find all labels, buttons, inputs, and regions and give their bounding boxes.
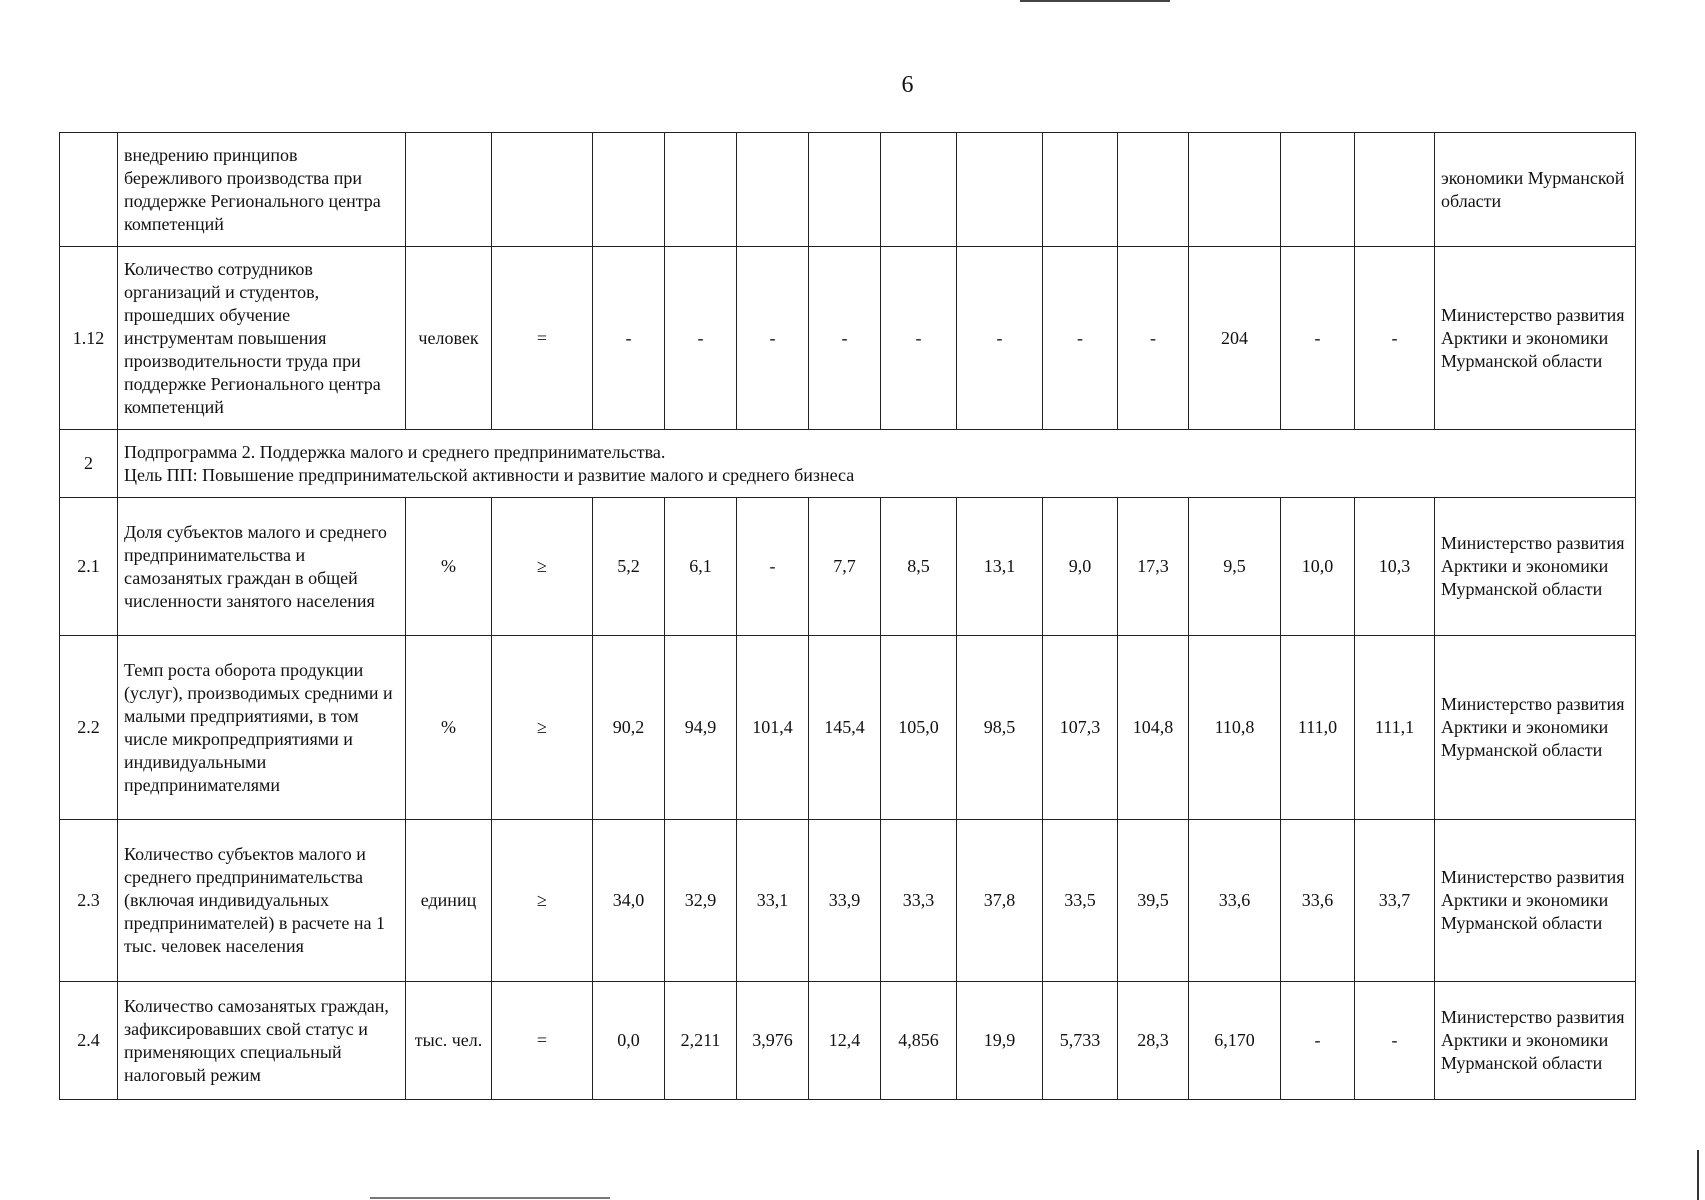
value-cell: 7,7 [809, 498, 881, 636]
value-cell [665, 133, 737, 247]
responsible-cell: Министерство развития Арктики и экономики Мурманской области [1435, 498, 1636, 636]
subprogram-name: Подпрограмма 2. Поддержка малого и среднего предпринимательства. [124, 441, 666, 462]
indicator-name: Темп роста оборота продукции (услуг), производимых средними и малыми предприятиями, в том числе микропредприятиями и индивидуальными предпринимателями [118, 636, 406, 820]
value-cell: 17,3 [1118, 498, 1189, 636]
value-cell: 101,4 [737, 636, 809, 820]
unit-cell: человек [406, 247, 492, 430]
value-cell: 33,5 [1043, 820, 1118, 982]
indicator-name: Количество самозанятых граждан, зафиксировавших свой статус и применяющих специальный налоговый режим [118, 982, 406, 1100]
value-cell: 204 [1189, 247, 1281, 430]
value-cell: 33,9 [809, 820, 881, 982]
row-number: 2.2 [60, 636, 118, 820]
subprogram-title [118, 430, 1636, 498]
table-body [60, 133, 1636, 1100]
indicator-name: Количество субъектов малого и среднего предпринимательства (включая индивидуальных предпринимателей) в расчете на 1 тыс. человек населения [118, 820, 406, 982]
value-cell: - [1281, 982, 1355, 1100]
trend-cell [492, 820, 593, 982]
value-cell [881, 133, 957, 247]
table-row [60, 133, 1636, 247]
value-cell: 8,5 [881, 498, 957, 636]
unit-cell: единиц [406, 820, 492, 982]
value-cell: 2,211 [665, 982, 737, 1100]
value-cell: 28,3 [1118, 982, 1189, 1100]
value-cell: 10,3 [1355, 498, 1435, 636]
value-cell: - [881, 247, 957, 430]
trend-cell [492, 982, 593, 1100]
value-cell: 111,1 [1355, 636, 1435, 820]
value-cell [1118, 133, 1189, 247]
unit-cell: % [406, 636, 492, 820]
subprogram-row [60, 430, 1636, 498]
value-cell: - [1043, 247, 1118, 430]
scan-artifact-top [1020, 0, 1170, 2]
value-cell: - [1355, 982, 1435, 1100]
trend-sign: ≥ [537, 556, 547, 576]
value-cell: 12,4 [809, 982, 881, 1100]
trend-sign: = [536, 1030, 548, 1050]
unit-cell: % [406, 498, 492, 636]
value-cell [737, 133, 809, 247]
value-cell: 6,1 [665, 498, 737, 636]
value-cell: 90,2 [593, 636, 665, 820]
indicators-table [59, 132, 1636, 1100]
trend-cell [492, 247, 593, 430]
value-cell: 94,9 [665, 636, 737, 820]
indicator-name: внедрению принципов бережливого производства при поддержке Регионального центра компетенций [118, 133, 406, 247]
value-cell: 33,1 [737, 820, 809, 982]
table-row [60, 982, 1636, 1100]
value-cell: - [737, 498, 809, 636]
value-cell: - [1281, 247, 1355, 430]
value-cell: 9,5 [1189, 498, 1281, 636]
value-cell: 6,170 [1189, 982, 1281, 1100]
responsible-cell: экономики Мурманской области [1435, 133, 1636, 247]
value-cell: 37,8 [957, 820, 1043, 982]
value-cell [1189, 133, 1281, 247]
value-cell: 10,0 [1281, 498, 1355, 636]
trend-cell [492, 133, 593, 247]
value-cell: 105,0 [881, 636, 957, 820]
value-cell: 33,3 [881, 820, 957, 982]
page-number: 6 [901, 72, 914, 98]
value-cell: 19,9 [957, 982, 1043, 1100]
value-cell: 33,6 [1281, 820, 1355, 982]
table-row [60, 820, 1636, 982]
value-cell: 107,3 [1043, 636, 1118, 820]
row-number: 1.12 [60, 247, 118, 430]
value-cell: 33,6 [1189, 820, 1281, 982]
value-cell: - [665, 247, 737, 430]
value-cell [809, 133, 881, 247]
value-cell: 110,8 [1189, 636, 1281, 820]
value-cell: 3,976 [737, 982, 809, 1100]
value-cell: 32,9 [665, 820, 737, 982]
indicator-name: Доля субъектов малого и среднего предпринимательства и самозанятых граждан в общей численности занятого населения [118, 498, 406, 636]
trend-cell [492, 636, 593, 820]
scan-artifact-edge [1697, 1150, 1699, 1200]
table-row [60, 498, 1636, 636]
value-cell [593, 133, 665, 247]
row-number: 2 [60, 430, 118, 498]
value-cell: 111,0 [1281, 636, 1355, 820]
value-cell: 34,0 [593, 820, 665, 982]
value-cell: 0,0 [593, 982, 665, 1100]
value-cell: 5,2 [593, 498, 665, 636]
responsible-cell: Министерство развития Арктики и экономики Мурманской области [1435, 982, 1636, 1100]
unit-cell [406, 133, 492, 247]
value-cell: - [593, 247, 665, 430]
value-cell [1043, 133, 1118, 247]
row-number: 2.3 [60, 820, 118, 982]
value-cell: 13,1 [957, 498, 1043, 636]
trend-sign: ≥ [537, 890, 547, 910]
row-number [60, 133, 118, 247]
value-cell: - [1118, 247, 1189, 430]
value-cell [1355, 133, 1435, 247]
indicator-name: Количество сотрудников организаций и студентов, прошедших обучение инструментам повышения производительности труда при поддержке Регионального центра компетенций [118, 247, 406, 430]
scan-artifact-bottom [370, 1197, 610, 1199]
value-cell: 104,8 [1118, 636, 1189, 820]
value-cell: 5,733 [1043, 982, 1118, 1100]
table-row [60, 247, 1636, 430]
value-cell: 145,4 [809, 636, 881, 820]
value-cell: 39,5 [1118, 820, 1189, 982]
value-cell: 33,7 [1355, 820, 1435, 982]
value-cell: - [1355, 247, 1435, 430]
table-row [60, 636, 1636, 820]
responsible-cell: Министерство развития Арктики и экономики Мурманской области [1435, 247, 1636, 430]
value-cell [957, 133, 1043, 247]
value-cell: 9,0 [1043, 498, 1118, 636]
value-cell [1281, 133, 1355, 247]
trend-sign: = [536, 327, 548, 348]
value-cell: - [957, 247, 1043, 430]
trend-sign: ≥ [537, 717, 547, 737]
responsible-cell: Министерство развития Арктики и экономики Мурманской области [1435, 636, 1636, 820]
value-cell: - [809, 247, 881, 430]
value-cell: 4,856 [881, 982, 957, 1100]
unit-cell: тыс. чел. [406, 982, 492, 1100]
trend-cell [492, 498, 593, 636]
value-cell: 98,5 [957, 636, 1043, 820]
value-cell: - [737, 247, 809, 430]
responsible-cell: Министерство развития Арктики и экономики Мурманской области [1435, 820, 1636, 982]
row-number: 2.1 [60, 498, 118, 636]
row-number: 2.4 [60, 982, 118, 1100]
subprogram-goal: Цель ПП: Повышение предпринимательской активности и развитие малого и среднего бизнеса [124, 464, 855, 485]
